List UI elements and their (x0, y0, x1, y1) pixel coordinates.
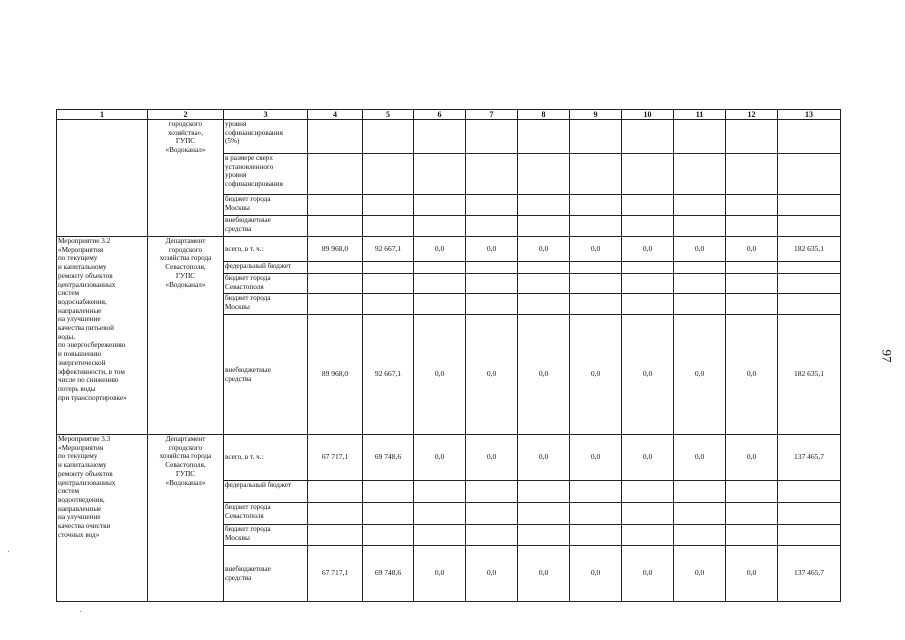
column-number: 8 (518, 110, 570, 120)
value-cell (414, 274, 466, 294)
value-cell (466, 481, 518, 503)
funding-source-cell: внебюджетные средства (224, 315, 308, 435)
value-cell (308, 503, 363, 525)
value-cell (570, 154, 622, 195)
value-cell (466, 154, 518, 195)
value-cell: 0,0 (674, 435, 726, 481)
value-cell (308, 154, 363, 195)
value-cell (726, 195, 778, 216)
value-cell (570, 274, 622, 294)
funding-source-cell: бюджет города Москвы (224, 525, 308, 546)
header-row (57, 110, 841, 120)
value-cell (466, 216, 518, 237)
executor-cell: Департамент городского хозяйства города Севастополя, ГУПС «Водоканал» (148, 435, 224, 602)
value-cell: 0,0 (414, 315, 466, 435)
value-cell (308, 274, 363, 294)
value-cell (518, 481, 570, 503)
funding-source-cell: внебюджетные средства (224, 546, 308, 602)
value-cell: 0,0 (622, 237, 674, 262)
value-cell: 0,0 (518, 546, 570, 602)
value-cell: 0,0 (414, 546, 466, 602)
column-number: 13 (778, 110, 841, 120)
value-cell (414, 154, 466, 195)
value-cell: 0,0 (674, 546, 726, 602)
value-cell (726, 294, 778, 315)
value-cell: 69 748,6 (363, 435, 414, 481)
funding-source-cell: в размере сверх установленного уровня софинансирования (224, 154, 308, 195)
value-cell (570, 525, 622, 546)
value-cell (674, 503, 726, 525)
funding-source-cell: бюджет города Севастополя (224, 274, 308, 294)
value-cell (726, 120, 778, 154)
value-cell (466, 195, 518, 216)
table-row (57, 120, 841, 154)
value-cell: 182 635,1 (778, 315, 841, 435)
column-number: 4 (308, 110, 363, 120)
executor-cell: Департамент городского хозяйства города Севастополя, ГУПС «Водоканал» (148, 237, 224, 435)
value-cell: 0,0 (726, 435, 778, 481)
value-cell (622, 525, 674, 546)
value-cell (518, 294, 570, 315)
value-cell (778, 120, 841, 154)
value-cell: 0,0 (622, 546, 674, 602)
value-cell (726, 525, 778, 546)
value-cell (674, 294, 726, 315)
measure-name-cell: Мероприятие 3.2 «Мероприятия по текущему и капитальному ремонту объектов централизованных систем водоснабжения, направленные на улучшение качества питьевой воды, по энергосбережению и повышению энергетической эффективности, в том числе по снижению потерь воды при транспортировке» (57, 237, 148, 435)
funding-source-cell: федеральный бюджет (224, 481, 308, 503)
value-cell (674, 481, 726, 503)
value-cell (518, 525, 570, 546)
value-cell (518, 274, 570, 294)
value-cell: 0,0 (466, 546, 518, 602)
value-cell (570, 216, 622, 237)
value-cell (726, 216, 778, 237)
value-cell: 92 667,1 (363, 237, 414, 262)
scan-speck (80, 611, 81, 612)
funding-source-cell: всего, в т. ч.: (224, 237, 308, 262)
value-cell (414, 503, 466, 525)
value-cell (414, 195, 466, 216)
value-cell: 0,0 (466, 237, 518, 262)
executor-cell: городского хозяйства», ГУПС «Водоканал» (148, 120, 224, 237)
funding-source-cell: внебюджетные средства (224, 216, 308, 237)
value-cell (726, 274, 778, 294)
value-cell (308, 525, 363, 546)
value-cell (363, 216, 414, 237)
value-cell: 182 635,1 (778, 237, 841, 262)
value-cell (622, 481, 674, 503)
value-cell: 89 968,0 (308, 237, 363, 262)
value-cell (674, 262, 726, 274)
value-cell (778, 216, 841, 237)
value-cell (308, 195, 363, 216)
value-cell (363, 294, 414, 315)
value-cell (726, 481, 778, 503)
column-number: 3 (224, 110, 308, 120)
value-cell (622, 274, 674, 294)
value-cell: 0,0 (414, 237, 466, 262)
column-number: 12 (726, 110, 778, 120)
value-cell (363, 503, 414, 525)
value-cell (570, 294, 622, 315)
value-cell: 0,0 (466, 435, 518, 481)
value-cell: 69 748,6 (363, 546, 414, 602)
value-cell (674, 216, 726, 237)
value-cell (622, 120, 674, 154)
value-cell: 0,0 (518, 237, 570, 262)
value-cell: 137 465,7 (778, 546, 841, 602)
value-cell (570, 195, 622, 216)
table-row (57, 435, 841, 481)
value-cell (414, 120, 466, 154)
value-cell (622, 503, 674, 525)
value-cell (466, 294, 518, 315)
value-cell (518, 503, 570, 525)
value-cell (622, 154, 674, 195)
value-cell (308, 216, 363, 237)
value-cell: 0,0 (570, 315, 622, 435)
value-cell (466, 120, 518, 154)
value-cell: 0,0 (570, 237, 622, 262)
value-cell (778, 294, 841, 315)
funding-source-cell: всего, в т. ч.: (224, 435, 308, 481)
value-cell (570, 120, 622, 154)
value-cell (466, 503, 518, 525)
value-cell (414, 216, 466, 237)
value-cell: 0,0 (622, 315, 674, 435)
value-cell (308, 294, 363, 315)
column-number: 2 (148, 110, 224, 120)
value-cell (363, 154, 414, 195)
measure-name-cell: Мероприятие 3.3 «Мероприятия по текущему и капитальному ремонту объектов централизованных систем водоотведения, направленные на улучшение качества очистки сточных вод» (57, 435, 148, 602)
value-cell: 0,0 (570, 546, 622, 602)
value-cell (363, 195, 414, 216)
value-cell: 92 667,1 (363, 315, 414, 435)
page-number: 97 (879, 349, 895, 363)
value-cell (674, 525, 726, 546)
value-cell (414, 481, 466, 503)
scan-speck (8, 551, 9, 552)
value-cell (518, 262, 570, 274)
column-number: 6 (414, 110, 466, 120)
value-cell (674, 274, 726, 294)
measure-name-cell (57, 120, 148, 237)
value-cell (778, 481, 841, 503)
value-cell (726, 154, 778, 195)
value-cell (466, 262, 518, 274)
value-cell (363, 481, 414, 503)
value-cell (363, 274, 414, 294)
value-cell (778, 503, 841, 525)
funding-source-cell: бюджет города Москвы (224, 294, 308, 315)
funding-source-cell: уровня софинансирования (5%) (224, 120, 308, 154)
value-cell (518, 154, 570, 195)
value-cell (466, 274, 518, 294)
column-number: 11 (674, 110, 726, 120)
column-number: 5 (363, 110, 414, 120)
value-cell (308, 120, 363, 154)
value-cell: 137 465,7 (778, 435, 841, 481)
funding-source-cell: федеральный бюджет (224, 262, 308, 274)
value-cell: 0,0 (518, 435, 570, 481)
value-cell (726, 262, 778, 274)
value-cell (622, 262, 674, 274)
value-cell: 67 717,1 (308, 435, 363, 481)
column-number: 9 (570, 110, 622, 120)
value-cell: 0,0 (518, 315, 570, 435)
funding-source-cell: бюджет города Севастополя (224, 503, 308, 525)
value-cell (308, 262, 363, 274)
funding-source-cell: бюджет города Москвы (224, 195, 308, 216)
value-cell (414, 294, 466, 315)
value-cell (363, 262, 414, 274)
value-cell (363, 120, 414, 154)
budget-table (56, 109, 841, 602)
value-cell (726, 503, 778, 525)
value-cell (466, 525, 518, 546)
value-cell (622, 195, 674, 216)
value-cell: 89 968,0 (308, 315, 363, 435)
value-cell (570, 481, 622, 503)
value-cell (622, 294, 674, 315)
value-cell (518, 216, 570, 237)
column-number: 7 (466, 110, 518, 120)
value-cell (778, 154, 841, 195)
value-cell (674, 154, 726, 195)
value-cell: 0,0 (726, 237, 778, 262)
value-cell: 67 717,1 (308, 546, 363, 602)
value-cell: 0,0 (726, 315, 778, 435)
value-cell (570, 503, 622, 525)
value-cell (570, 262, 622, 274)
value-cell: 0,0 (466, 315, 518, 435)
value-cell (778, 195, 841, 216)
value-cell (778, 262, 841, 274)
value-cell (518, 120, 570, 154)
value-cell (674, 120, 726, 154)
value-cell (622, 216, 674, 237)
value-cell (674, 195, 726, 216)
value-cell: 0,0 (570, 435, 622, 481)
column-number: 10 (622, 110, 674, 120)
table-row (57, 237, 841, 262)
value-cell (308, 481, 363, 503)
value-cell: 0,0 (414, 435, 466, 481)
column-number: 1 (57, 110, 148, 120)
value-cell: 0,0 (726, 546, 778, 602)
value-cell (518, 195, 570, 216)
value-cell (778, 274, 841, 294)
value-cell (778, 525, 841, 546)
value-cell (414, 525, 466, 546)
value-cell: 0,0 (674, 237, 726, 262)
value-cell (363, 525, 414, 546)
value-cell (414, 262, 466, 274)
value-cell: 0,0 (622, 435, 674, 481)
value-cell: 0,0 (674, 315, 726, 435)
